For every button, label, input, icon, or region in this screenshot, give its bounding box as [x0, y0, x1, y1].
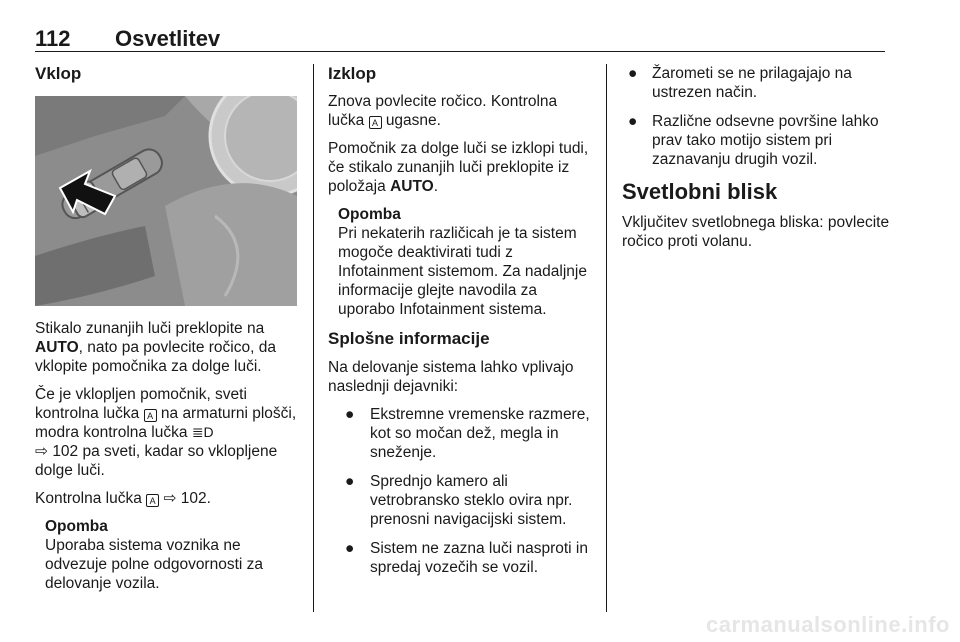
note-title: Opomba [338, 206, 401, 223]
header-rule [35, 51, 885, 52]
text: Stikalo zunanjih luči preklopite na [35, 320, 265, 337]
note-text: Uporaba sistema voznika ne odvezuje polne odgovornosti za delovanje vozila. [45, 537, 264, 592]
note-title: Opomba [45, 518, 108, 535]
high-beam-icon: ≣D [191, 424, 214, 440]
text: Različne odsevne površine lahko prav tako motijo sistem pri zaznavanju drugih vozil. [652, 113, 879, 168]
light-assist-icon: A [146, 494, 159, 507]
section-title: Osvetlitev [115, 26, 221, 51]
text: na armaturni plošči, modra kontrolna lučka [35, 405, 297, 441]
text: , nato pa povlecite ročico, da vklopite pomočnika za dolge luči. [35, 339, 276, 375]
text: . [433, 178, 439, 195]
note-text: Pri nekaterih različicah je ta sistem mogoče deaktivirati tudi z Infotainment sistemom. Za nadaljnje informacije glejte navodila za uporabo Infotainment sistema. [338, 225, 587, 318]
text: Pomočnik za dolge luči se izklopi tudi, če stikalo zunanjih luči preklopite iz položaja [328, 140, 589, 195]
list-item [622, 112, 890, 169]
paragraph-blisk: Vključitev svetlobnega bliska: povlecite ročico proti volanu. [622, 214, 890, 250]
column-1 [35, 64, 300, 93]
paragraph-assist-lamp [35, 385, 297, 480]
text: Znova povlecite ročico. Kontrolna lučka [328, 93, 558, 129]
text: Če je vklopljen pomočnik, sveti kontrolna lučka [35, 386, 247, 422]
bullet-icon: ● [345, 473, 355, 490]
paragraph-izklop [328, 92, 596, 130]
text: ugasne. [385, 112, 441, 129]
note-box [338, 205, 596, 319]
watermark: carmanualsonline.info [706, 612, 950, 637]
list-item [328, 405, 596, 462]
auto-label: AUTO [35, 339, 79, 356]
ref-arrow-icon: ⇨ [163, 490, 177, 507]
heading-svetlobni-blisk: Svetlobni blisk [622, 179, 778, 204]
text: 102. [180, 490, 211, 507]
heading-splosne: Splošne informacije [328, 329, 490, 348]
ref-arrow-icon: ⇨ [35, 443, 48, 460]
page-number: 112 [35, 26, 71, 51]
text: Sprednjo kamero ali vetrobransko steklo ovira npr. prenosni navigacijski sistem. [370, 473, 573, 528]
heading-vklop: Vklop [35, 64, 82, 83]
bullet-icon: ● [345, 406, 355, 423]
column-3 [622, 64, 890, 260]
paragraph-factors: Na delovanje sistema lahko vplivajo naslednji dejavniki: [328, 359, 574, 395]
list-item [328, 539, 596, 577]
light-assist-icon: A [369, 116, 382, 129]
column-divider-2 [606, 64, 607, 612]
steering-lever-image [35, 96, 297, 306]
paragraph-auto [35, 319, 297, 376]
bullet-icon: ● [628, 113, 638, 130]
lever-illustration [35, 96, 297, 306]
list-item [328, 472, 596, 529]
note-box [45, 517, 297, 593]
paragraph-lamp-ref [35, 489, 297, 508]
factors-list [328, 405, 596, 577]
bullet-icon: ● [345, 540, 355, 557]
column-1-text [35, 319, 297, 603]
text: Kontrolna lučka [35, 490, 142, 507]
effects-list [622, 64, 890, 169]
paragraph-auto-off [328, 139, 596, 196]
text: Sistem ne zazna luči nasproti in spredaj vozečih se vozil. [370, 540, 588, 576]
column-2 [328, 64, 596, 587]
list-item [622, 64, 890, 102]
heading-izklop: Izklop [328, 64, 377, 83]
bullet-icon: ● [628, 65, 638, 82]
light-assist-icon: A [144, 409, 157, 422]
text: Ekstremne vremenske razmere, kot so močan dež, megla in sneženje. [370, 406, 590, 461]
column-divider-1 [313, 64, 314, 612]
auto-label: AUTO [390, 178, 434, 195]
text: 102 pa sveti, kadar so vklopljene dolge luči. [35, 443, 278, 479]
text: Žarometi se ne prilagajajo na ustrezen način. [652, 65, 852, 101]
